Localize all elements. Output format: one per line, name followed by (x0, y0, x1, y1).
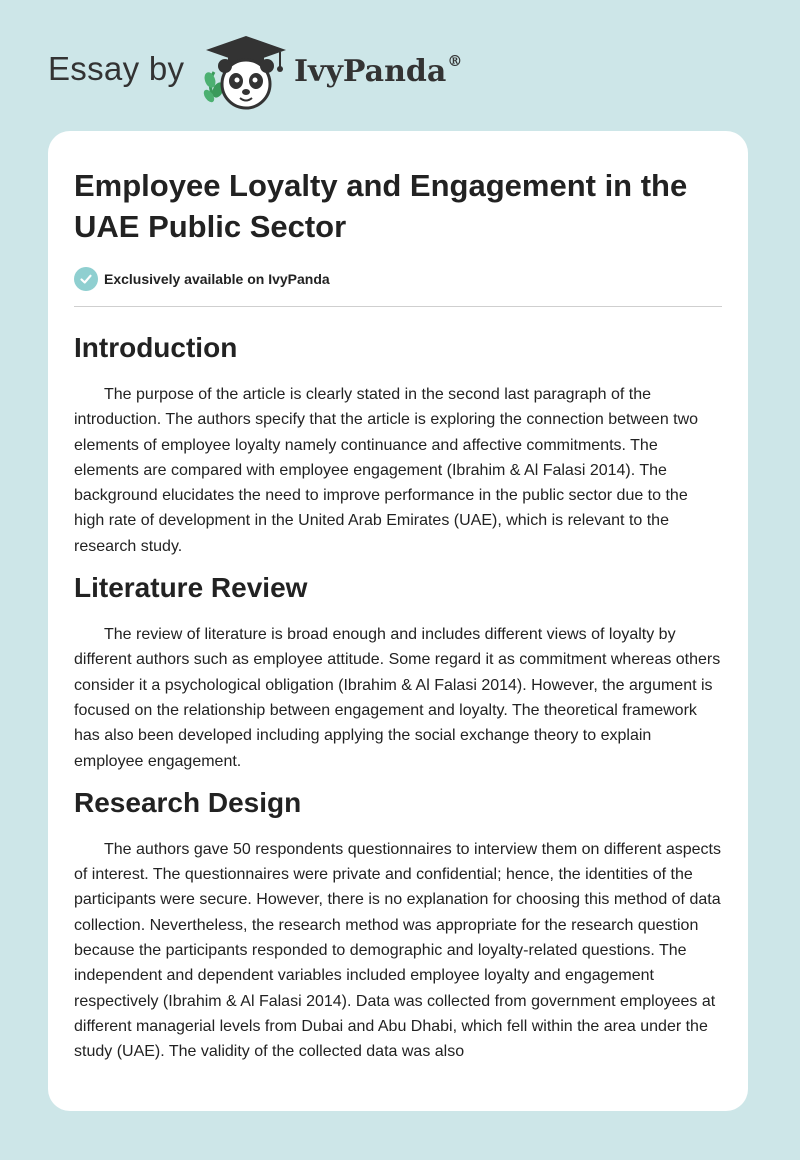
registered-mark: ® (447, 52, 463, 70)
section-heading-literature-review: Literature Review (74, 572, 308, 604)
essay-by-label: Essay by (48, 50, 185, 87)
exclusive-badge-text: Exclusively available on IvyPanda (104, 271, 330, 287)
article-card (48, 131, 748, 1111)
section-body-literature-review: The review of literature is broad enough and includes different views of loyalty by different authors such as employee attitude. Some regard it as commitment whereas others consider it a psychological obligation (Ibrahim & Al Falasi 2014). However, the argument is focused on the relationship between engagement and loyalty. The theoretical framework has also been developed including applying the social exchange theory to explain employee engagement. (74, 626, 721, 770)
panda-logo-icon[interactable] (200, 34, 292, 115)
title-divider (74, 306, 722, 307)
exclusive-badge (74, 267, 722, 291)
brand-name-text: IvyPanda (294, 54, 447, 89)
article-title: Employee Loyalty and Engagement in the UAE Public Sector (74, 168, 688, 244)
section-body-research-design: The authors gave 50 respondents questionnaires to interview them on different aspects of interest. The questionnaires were private and confidential; hence, the identities of the participants were secure. However, there is no explanation for choosing this method of data collection. Nevertheless, the research method was appropriate for the research question because the participants responded to demographic and loyalty-related questions. The independent and dependent variables included employee loyalty and engagement respectively (Ibrahim & Al Falasi 2014). Data was collected from government employees at different managerial levels from Dubai and Abu Dhabi, which fell within the area under the study (UAE). The validity of the collected data was also (74, 840, 721, 1061)
section-body-introduction: The purpose of the article is clearly stated in the second last paragraph of the introduction. The authors specify that the article is exploring the connection between two elements of employee loyalty namely continuance and affective commitments. The elements are compared with employee engagement (Ibrahim & Al Falasi 2014). The background elucidates the need to improve performance in the public sector due to the high rate of development in the United Arab Emirates (UAE), which is relevant to the research study. (74, 386, 699, 555)
section-heading-introduction: Introduction (74, 332, 238, 363)
site-header (0, 0, 800, 130)
ivypanda-brand-name[interactable] (294, 54, 462, 89)
check-circle-icon (74, 267, 98, 291)
section-heading-research-design: Research Design (74, 786, 302, 818)
